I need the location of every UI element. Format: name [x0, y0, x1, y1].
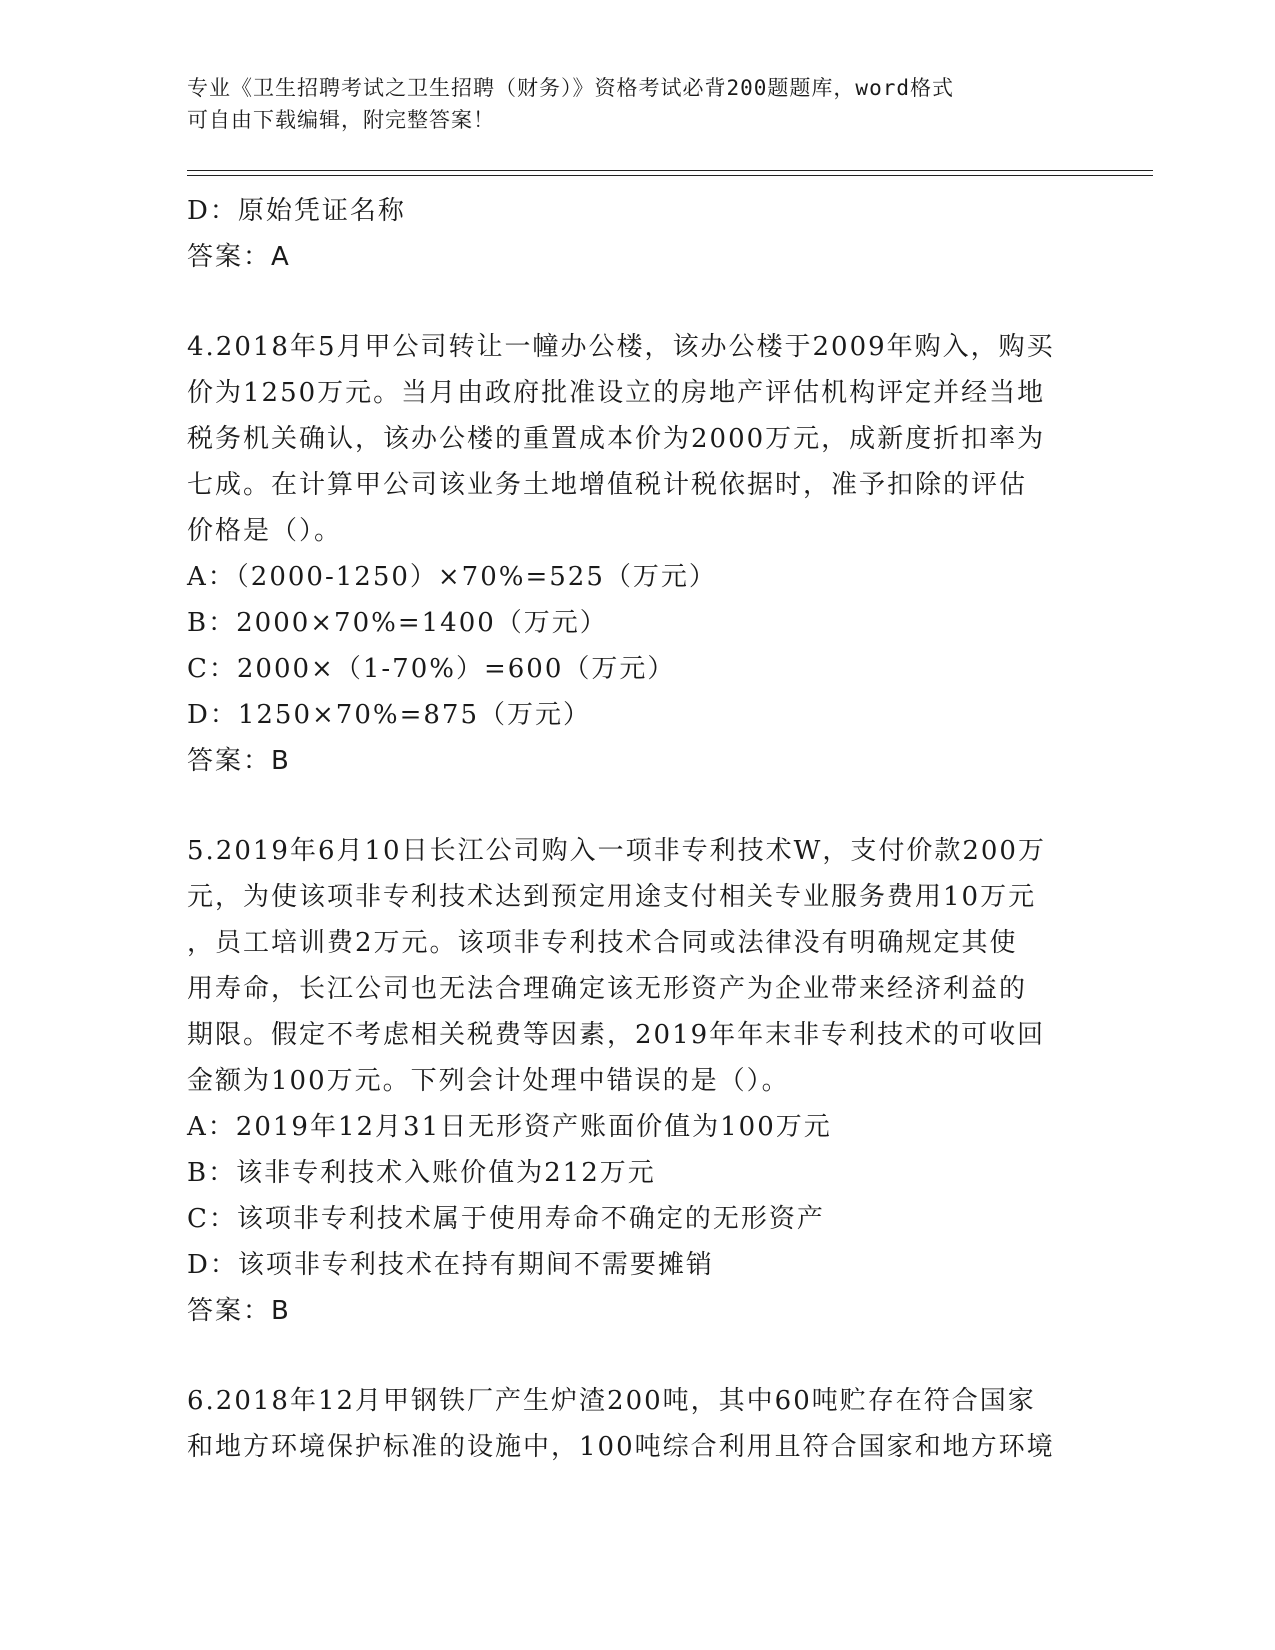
question-text-line: 金额为100万元。下列会计处理中错误的是（）。: [187, 1066, 790, 1096]
option-d: D：原始凭证名称: [187, 196, 406, 226]
question-text-line: 5.2019年6月10日长江公司购入一项非专利技术W，支付价款200万: [187, 836, 1046, 866]
option-d: D：1250×70%=875（万元）: [187, 700, 591, 730]
question-text-line: ，员工培训费2万元。该项非专利技术合同或法律没有明确规定其使: [187, 928, 1018, 958]
option-d: D：该项非专利技术在持有期间不需要摊销: [187, 1250, 714, 1280]
header-divider-bottom: [187, 175, 1153, 176]
option-a: A：2019年12月31日无形资产账面价值为100万元: [187, 1112, 832, 1142]
question-text-line: 6.2018年12月甲钢铁厂产生炉渣200吨，其中60吨贮存在符合国家: [187, 1386, 1036, 1416]
question-text-line: 和地方环境保护标准的设施中，100吨综合利用且符合国家和地方环境: [187, 1432, 1055, 1462]
question-6: [187, 1378, 1077, 1470]
question-content: [187, 188, 1077, 1470]
answer: 答案：B: [187, 746, 291, 776]
header-line-1: 专业《卫生招聘考试之卫生招聘（财务）》资格考试必背200题题库，word格式: [187, 76, 954, 100]
header-divider-top: [187, 170, 1153, 171]
question-5: [187, 828, 1077, 1334]
document-header: [187, 72, 1067, 136]
question-text-line: 七成。在计算甲公司该业务土地增值税计税依据时，准予扣除的评估: [187, 470, 1028, 500]
option-c: C：2000×（1-70%）=600（万元）: [187, 654, 676, 684]
question-4: [187, 324, 1077, 784]
answer: 答案：A: [187, 242, 291, 272]
option-b: B：2000×70%=1400（万元）: [187, 608, 608, 638]
question-text-line: 价为1250万元。当月由政府批准设立的房地产评估机构评定并经当地: [187, 378, 1046, 408]
option-b: B：该非专利技术入账价值为212万元: [187, 1158, 656, 1188]
option-a: A：（2000-1250）×70%=525（万元）: [187, 562, 717, 592]
question-text-line: 元，为使该项非专利技术达到预定用途支付相关专业服务费用10万元: [187, 882, 1037, 912]
answer: 答案：B: [187, 1296, 291, 1326]
option-c: C：该项非专利技术属于使用寿命不确定的无形资产: [187, 1204, 825, 1234]
question-text-line: 用寿命，长江公司也无法合理确定该无形资产为企业带来经济利益的: [187, 974, 1028, 1004]
question-text-line: 期限。假定不考虑相关税费等因素，2019年年末非专利技术的可收回: [187, 1020, 1046, 1050]
question-text-line: 税务机关确认，该办公楼的重置成本价为2000万元，成新度折扣率为: [187, 424, 1046, 454]
header-line-2: 可自由下载编辑，附完整答案！: [187, 108, 495, 132]
question-text-line: 价格是（）。: [187, 516, 343, 546]
question-text-line: 4.2018年5月甲公司转让一幢办公楼，该办公楼于2009年购入，购买: [187, 332, 1055, 362]
